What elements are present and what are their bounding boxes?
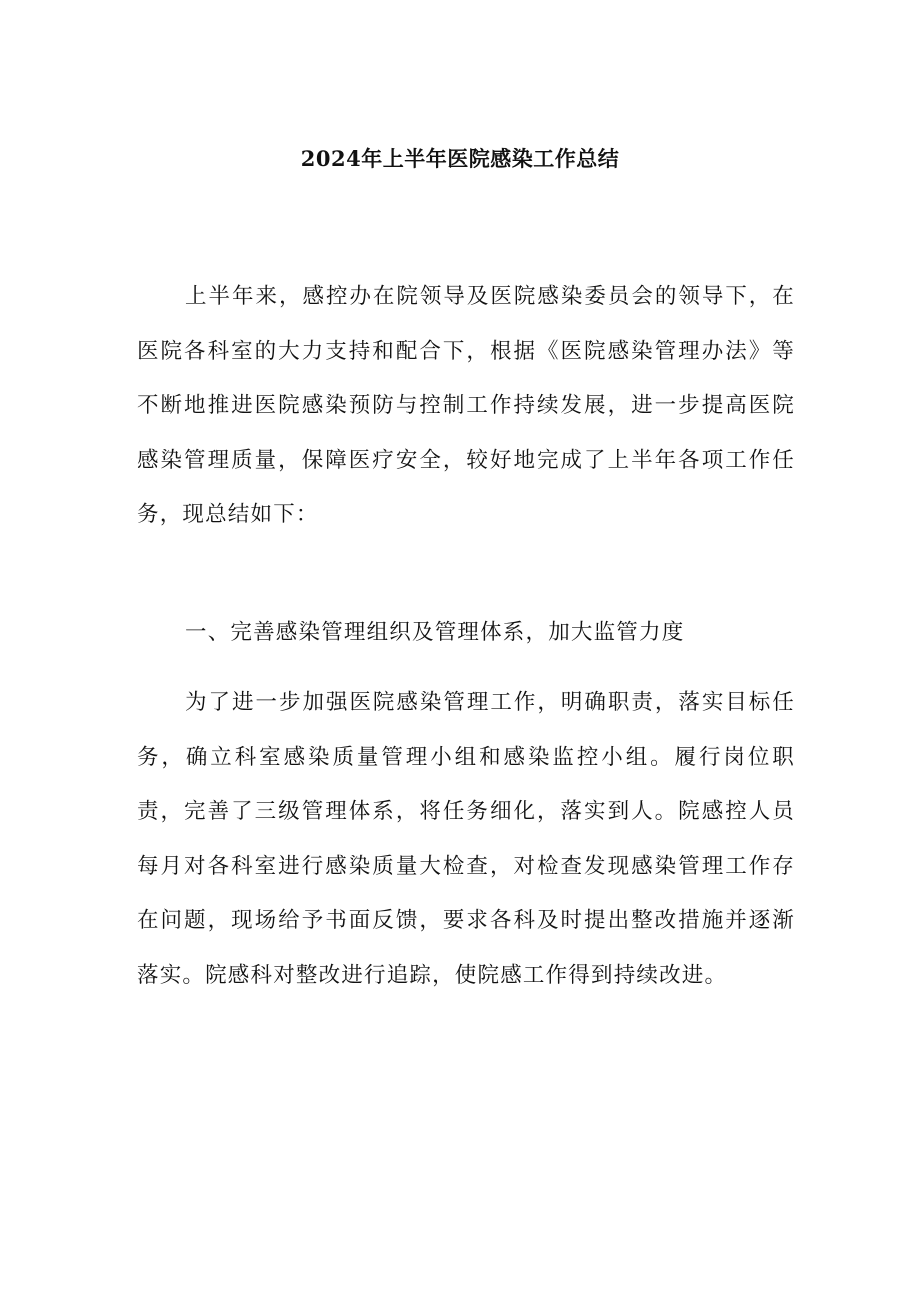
paragraph-intro: 上半年来，感控办在院领导及医院感染委员会的领导下，在医院各科室的大力支持和配合下，根据《医院感染管理办法》等不断地推进医院感染预防与控制工作持续发展，进一步提高医院感染管理质量，保障医疗安全，较好地完成了上半年各项工作任务，现总结如下： (137, 284, 795, 527)
document-title: 2024年上半年医院感染工作总结 (300, 146, 620, 171)
paragraph-section-1: 为了进一步加强医院感染管理工作，明确职责，落实目标任务，确立科室感染质量管理小组和感染监控小组。履行岗位职责，完善了三级管理体系，将任务细化，落实到人。院感控人员每月对各科室进行感染质量大检查，对检查发现感染管理工作存在问题，现场给予书面反馈，要求各科及时提出整改措施并逐渐落实。院感科对整改进行追踪，使院感工作得到持续改进。 (137, 690, 795, 988)
section-heading-1: 一、完善感染管理组织及管理体系，加大监管力度 (185, 620, 685, 645)
